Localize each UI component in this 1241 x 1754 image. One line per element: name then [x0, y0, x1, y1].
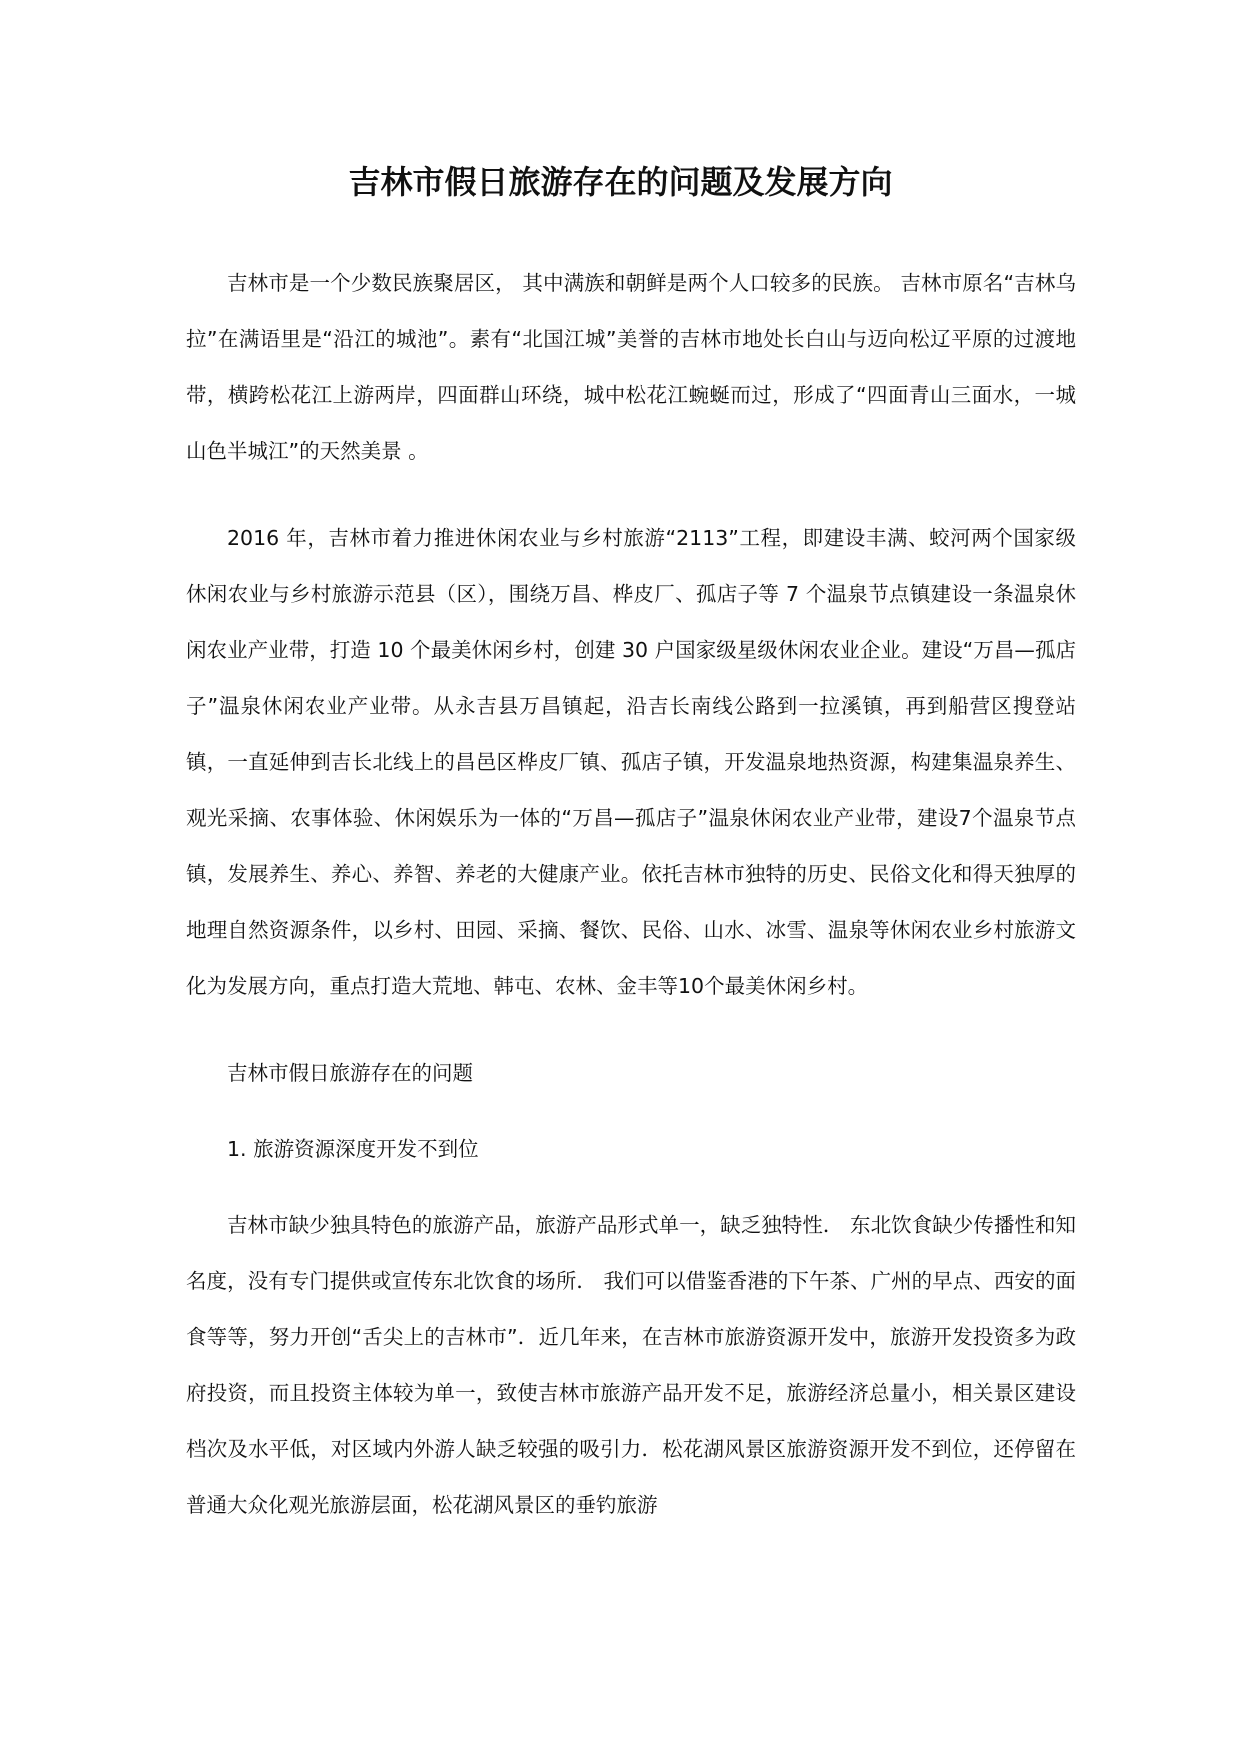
paragraph-intro: 吉林市是一个少数民族聚居区， 其中满族和朝鲜是两个人口较多的民族。 吉林市原名“吉林乌拉”在满语里是“沿江的城池”。素有“北国江城”美誉的吉林市地处长白山与迈向松辽平原的过渡地带，横跨松花江上游两岸，四面群山环绕，城中松花江蜿蜒而过，形成了“四面青山三面水，一城山色半城江”的天然美景 。: [186, 271, 1076, 463]
paragraph-2016-project: 2016 年，吉林市着力推进休闲农业与乡村旅游“2113”工程，即建设丰满、蛟河两个国家级休闲农业与乡村旅游示范县（区），围绕万昌、桦皮厂、孤店子等 7 个温泉节点镇建设一条温泉休闲农业产业带，打造 10 个最美休闲乡村，创建 30 户国家级星级休闲农业企业。建设“万昌—孤店子”温泉休闲农业产业带。从永吉县万昌镇起，沿吉长南线公路到一拉溪镇，再到船营区搜登站镇，一直延伸到吉长北线上的昌邑区桦皮厂镇、孤店子镇，开发温泉地热资源，构建集温泉养生、观光采摘、农事体验、休闲娱乐为一体的“万昌—孤店子”温泉休闲农业产业带，建设7个温泉节点镇，发展养生、养心、养智、养老的大健康产业。依托吉林市独特的历史、民俗文化和得天独厚的地理自然资源条件，以乡村、田园、采摘、餐饮、民俗、山水、冰雪、温泉等休闲农业乡村旅游文化为发展方向，重点打造大荒地、韩屯、农林、金丰等10个最美休闲乡村。: [186, 526, 1076, 998]
section-heading-problems: 吉林市假日旅游存在的问题: [227, 1061, 473, 1085]
paragraph-problem-detail: 吉林市缺少独具特色的旅游产品，旅游产品形式单一，缺乏独特性． 东北饮食缺少传播性和知名度，没有专门提供或宣传东北饮食的场所． 我们可以借鉴香港的下午茶、广州的早点、西安的面食等等，努力开创“舌尖上的吉林市”．近几年来，在吉林市旅游资源开发中，旅游开发投资多为政府投资，而且投资主体较为单一，致使吉林市旅游产品开发不足，旅游经济总量小，相关景区建设档次及水平低，对区域内外游人缺乏较强的吸引力．松花湖风景区旅游资源开发不到位，还停留在普通大众化观光旅游层面，松花湖风景区的垂钓旅游: [186, 1213, 1076, 1517]
subsection-heading-1: 1. 旅游资源深度开发不到位: [227, 1137, 479, 1161]
document-body: [186, 255, 1076, 1564]
document-title: 吉林市假日旅游存在的问题及发展方向: [348, 163, 893, 201]
